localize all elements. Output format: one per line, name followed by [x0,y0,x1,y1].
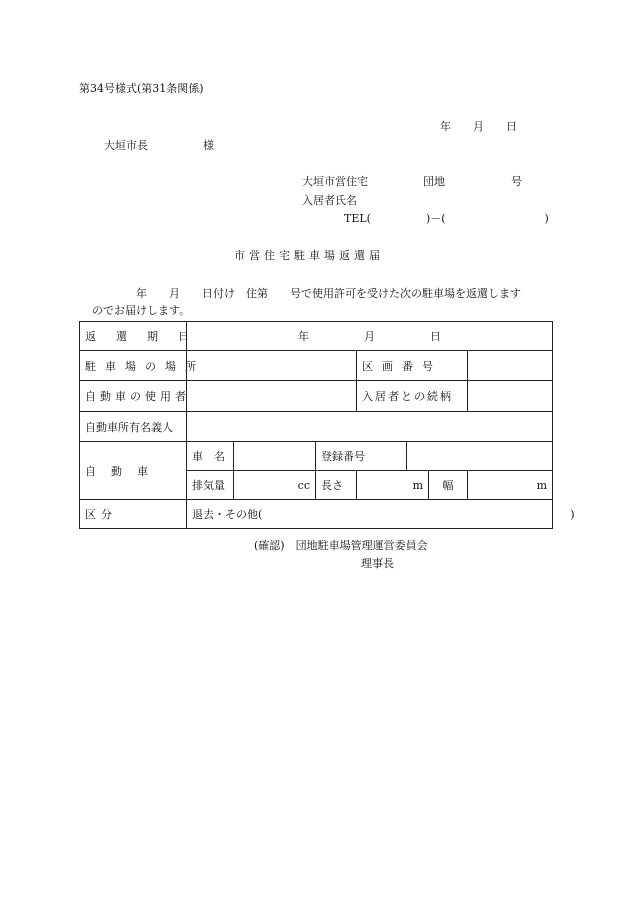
table-row [80,351,553,381]
location-label: 駐車場の場所 [80,351,187,381]
page-title: 市営住宅駐車場返還届 [234,249,384,262]
length-value[interactable]: m [357,471,429,500]
housing-label: 大垣市営住宅 団地 号 [302,175,522,188]
category-label: 区分 [80,500,187,529]
length-label: 長さ [316,471,357,500]
location-value[interactable] [187,351,357,381]
vehicle-label: 自 動 車 [80,442,187,500]
relation-value[interactable] [468,381,553,412]
table-row [80,322,553,351]
car-user-label: 自動車の使用者 [80,381,187,412]
table-row [80,500,553,529]
confirm-label: (確認) 団地駐車場管理運営委員会 [254,539,428,552]
owner-label: 自動車所有名義人 [80,412,187,442]
return-form-table [79,321,575,529]
resident-name-label: 入居者氏名 [302,194,357,207]
return-date-label: 返還期日 [80,322,187,351]
table-row [80,381,553,412]
return-date-value[interactable]: 年 月 日 [187,322,553,351]
section-number-value[interactable] [468,351,553,381]
displacement-label: 排気量 [187,471,234,500]
width-value[interactable]: m [468,471,553,500]
category-value[interactable]: 退去・その他( ) [187,500,553,529]
width-label: 幅 [429,471,468,500]
car-name-label: 車 名 [187,442,234,471]
owner-value[interactable] [187,412,553,442]
director-label: 理事長 [361,557,394,570]
addressee: 大垣市長 様 [104,139,214,152]
car-name-value[interactable] [234,442,316,471]
table-row [80,442,553,471]
table-row [80,412,553,442]
car-user-value[interactable] [187,381,357,412]
tel-label: TEL( )－( ) [344,212,549,225]
body-text-line2: のでお届けします。 [92,304,191,317]
displacement-value[interactable]: cc [234,471,316,500]
body-text-line1: 年 月 日付け 住第 号で使用許可を受けた次の駐車場を返還します [136,287,521,300]
form-number: 第34号様式(第31条関係) [79,82,204,95]
relation-label: 入居者との続柄 [357,381,468,412]
registration-value[interactable] [407,442,553,471]
section-number-label: 区画番号 [357,351,468,381]
registration-label: 登録番号 [316,442,407,471]
date-line: 年 月 日 [440,120,517,133]
